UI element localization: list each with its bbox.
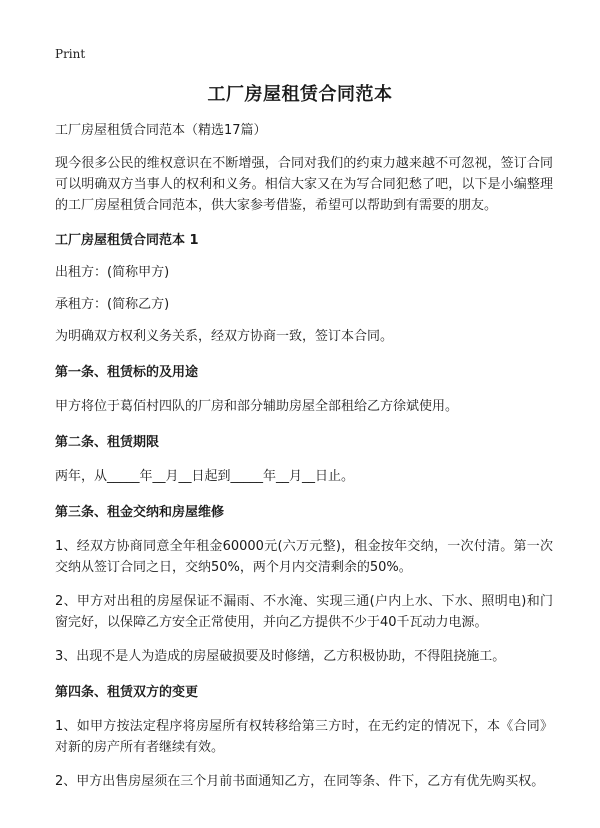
article-4-item-2: 2、甲方出售房屋须在三个月前书面通知乙方，在同等条、件下，乙方有优先购买权。 [55, 774, 545, 789]
article-3-item-3: 3、出现不是人为造成的房屋破损要及时修缮，乙方积极协助，不得阻挠施工。 [55, 649, 506, 664]
article-3-heading: 第三条、租金交纳和房屋维修 [55, 505, 225, 520]
article-3-item-1: 1、经双方协商同意全年租金60000元(六万元整)，租金按年交纳，一次付清。第一次交纳从签订合同之日，交纳50%，两个月内交清剩余的50%。 [55, 539, 553, 575]
preamble-paragraph: 为明确双方权利义务关系，经双方协商一致，签订本合同。 [55, 329, 394, 344]
article-3-item-2: 2、甲方对出租的房屋保证不漏雨、不水淹、实现三通(户内上水、下水、照明电)和门窗完好，以保障乙方安全正常使用，并向乙方提供不少于40千瓦动力电源。 [55, 594, 553, 630]
lessor-line: 出租方：(简称甲方) [55, 265, 170, 280]
document-body [55, 120, 553, 792]
lessee-line: 承租方：(简称乙方) [55, 297, 170, 312]
article-2-text: 两年，从_____年__月__日起到_____年__月__日止。 [55, 469, 355, 484]
article-2-heading: 第二条、租赁期限 [55, 435, 160, 450]
article-4-item-1: 1、如甲方按法定程序将房屋所有权转移给第三方时，在无约定的情况下，本《合同》对新的房产所有者继续有效。 [55, 719, 553, 755]
print-link[interactable]: Print [55, 47, 86, 61]
document-subtitle: 工厂房屋租赁合同范本（精选17篇） [55, 123, 267, 138]
article-4-heading: 第四条、租赁双方的变更 [55, 685, 199, 700]
section-heading: 工厂房屋租赁合同范本 1 [55, 233, 199, 248]
page-title: 工厂房屋租赁合同范本 [207, 84, 393, 105]
article-1-text: 甲方将位于葛佰村四队的厂房和部分辅助房屋全部租给乙方徐斌使用。 [55, 399, 459, 414]
article-1-heading: 第一条、租赁标的及用途 [55, 365, 199, 380]
intro-paragraph: 现今很多公民的维权意识在不断增强，合同对我们的约束力越来越不可忽视，签订合同可以明确双方当事人的权利和义务。相信大家又在为写合同犯愁了吧，以下是小编整理的工厂房屋租赁合同范本，供大家参考借鉴，希望可以帮助到有需要的朋友。 [55, 156, 553, 213]
